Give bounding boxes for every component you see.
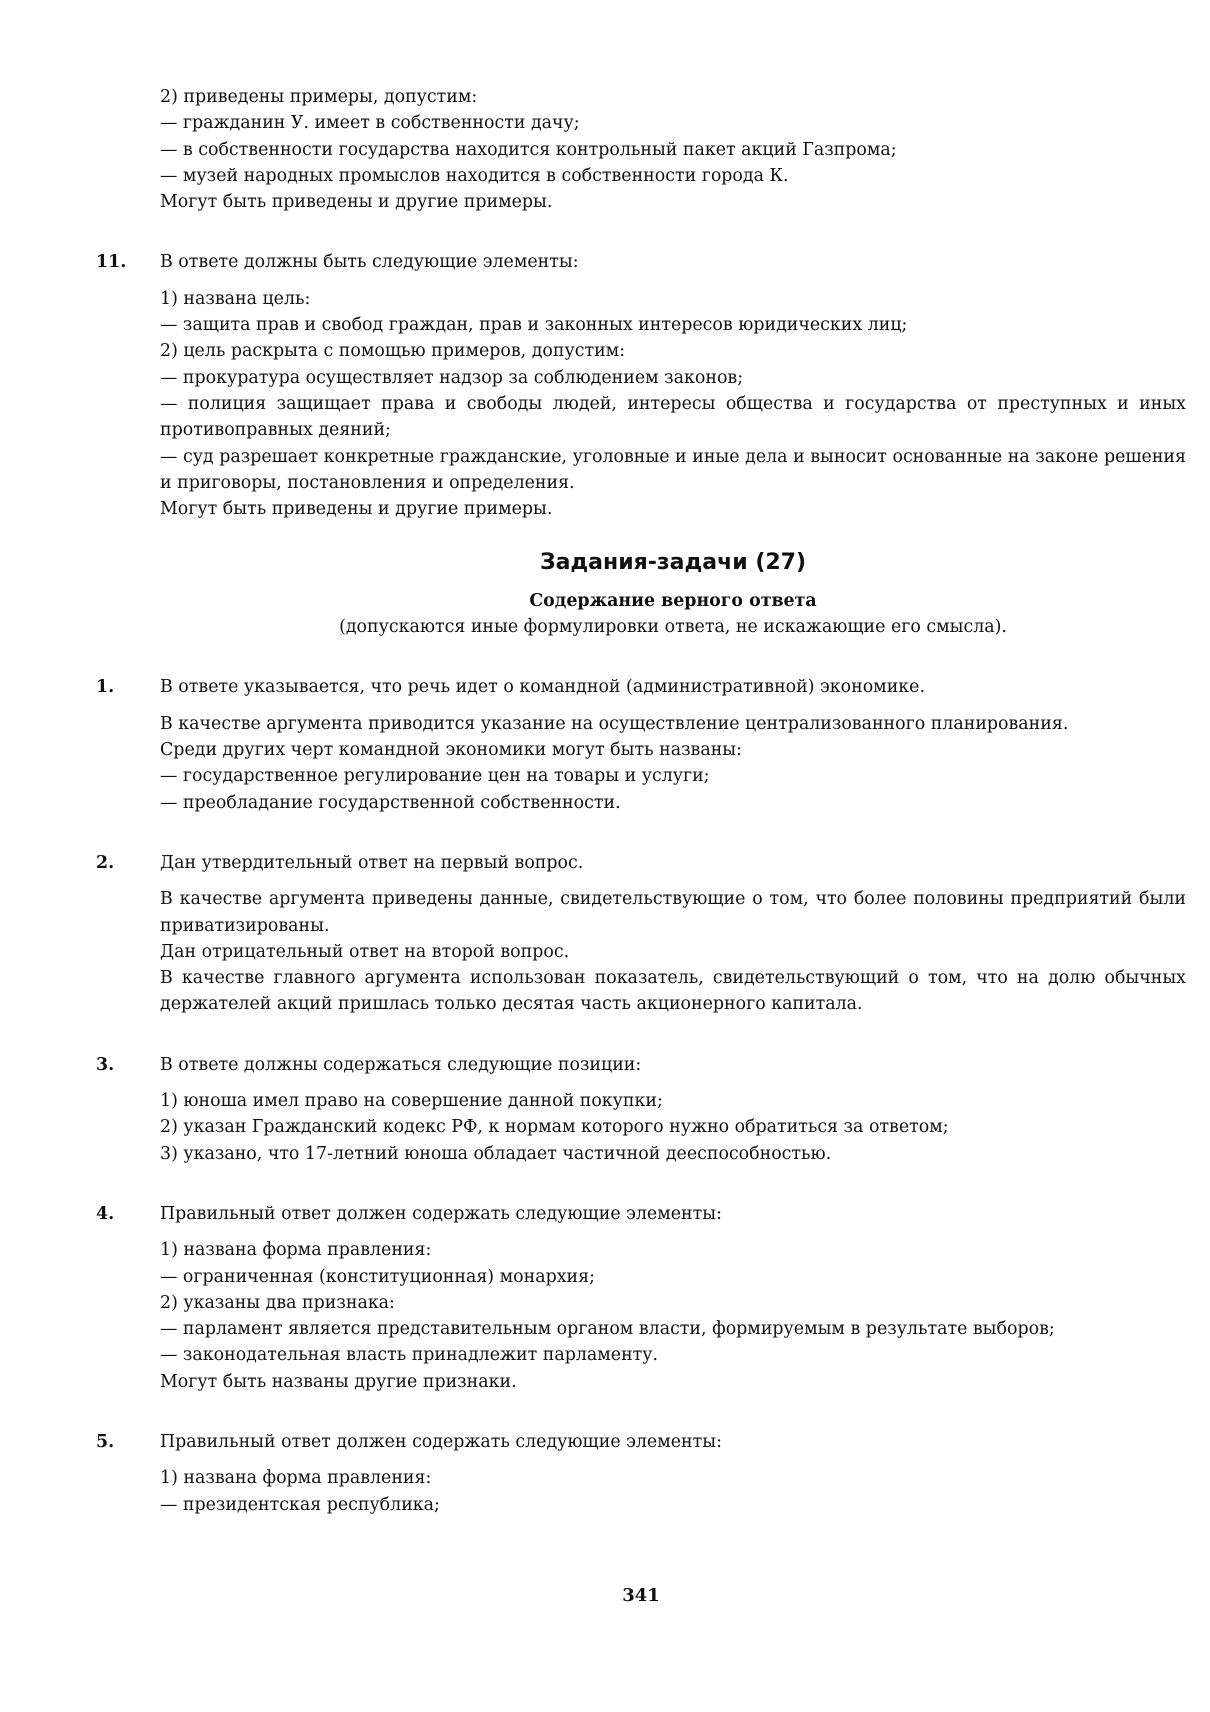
intro-block (0, 84, 1210, 215)
intro-line: — гражданин У. имеет в собственности дачу; (160, 113, 580, 134)
item-line: — полиция защищает права и свободы людей, интересы общества и государства от преступных и иных противоправных деяний; (160, 393, 1186, 441)
section-subtitle: Содержание верного ответа (529, 591, 817, 612)
intro-line: — музей народных промыслов находится в собственности города К. (160, 165, 789, 186)
task-1 (0, 674, 1210, 815)
task-first-line: Правильный ответ должен содержать следующие элементы: (160, 1203, 722, 1224)
item-line: 1) названа цель: (160, 288, 311, 309)
task-line: — парламент является представительным органом власти, формируемым в результате выборов; (160, 1319, 1055, 1340)
page-content (0, 84, 1210, 1518)
task-line: — преобладание государственной собственности. (160, 792, 621, 813)
item-line: Могут быть приведены и другие примеры. (160, 499, 553, 520)
task-first-line: В ответе должны содержаться следующие позиции: (160, 1054, 642, 1075)
task-line: Могут быть названы другие признаки. (160, 1371, 517, 1392)
task-line: Дан отрицательный ответ на второй вопрос. (160, 941, 570, 962)
answer-item-11 (0, 249, 1210, 522)
item-line: — защита прав и свобод граждан, прав и законных интересов юридических лиц; (160, 315, 908, 336)
item-header (0, 249, 1210, 275)
task-line: — ограниченная (конституционная) монархия; (160, 1266, 595, 1287)
task-first-line: Правильный ответ должен содержать следующие элементы: (160, 1431, 722, 1452)
item-line: — прокуратура осуществляет надзор за соблюдением законов; (160, 367, 744, 388)
section-title: Задания-задачи (27) (539, 550, 807, 576)
item-first-line: В ответе должны быть следующие элементы: (160, 252, 579, 273)
task-header (0, 1201, 1210, 1227)
task-first-line: Дан утвердительный ответ на первый вопрос. (160, 852, 584, 873)
task-line: 1) названа форма правления: (160, 1468, 432, 1489)
task-line: В качестве аргумента приведены данные, свидетельствующие о том, что более половины предприятий были приватизированы. (160, 889, 1186, 936)
item-line: 2) цель раскрыта с помощью примеров, допустим: (160, 341, 626, 362)
task-line: 2) указан Гражданский кодекс РФ, к нормам которого нужно обратиться за ответом; (160, 1117, 949, 1138)
task-5 (0, 1429, 1210, 1518)
task-line: В качестве аргумента приводится указание на осуществление централизованного планирования. (160, 713, 1069, 734)
task-line: Среди других черт командной экономики могут быть названы: (160, 740, 743, 761)
intro-line: Могут быть приведены и другие примеры. (160, 192, 553, 213)
task-header (0, 1052, 1210, 1078)
intro-line: — в собственности государства находится контрольный пакет акций Газпрома; (160, 139, 897, 160)
task-4 (0, 1201, 1210, 1395)
task-3 (0, 1052, 1210, 1167)
task-line: 1) юноша имел право на совершение данной покупки; (160, 1091, 663, 1112)
task-number: 4. (96, 1203, 115, 1224)
task-line: 1) названа форма правления: (160, 1240, 432, 1261)
task-header (0, 674, 1210, 700)
item-line: — суд разрешает конкретные гражданские, уголовные и иные дела и выносит основанные на законе решения и приговоры, постановления и определения. (160, 446, 1186, 493)
task-line: 2) указаны два признака: (160, 1292, 395, 1313)
task-number: 5. (96, 1431, 115, 1452)
task-line: 3) указано, что 17-летний юноша обладает частичной дееспособностью. (160, 1143, 832, 1164)
task-number: 3. (96, 1054, 115, 1075)
item-number: 11. (96, 252, 127, 273)
task-line: — законодательная власть принадлежит парламенту. (160, 1345, 659, 1366)
page-number: 341 (622, 1585, 660, 1606)
task-line: — президентская республика; (160, 1494, 440, 1515)
task-header (0, 1429, 1210, 1455)
intro-line: 2) приведены примеры, допустим: (160, 87, 478, 107)
task-line: В качестве главного аргумента использован показатель, свидетельствующий о том, что на долю обычных держателей акций пришлась только десятая часть акционерного капитала. (160, 968, 1186, 1015)
task-number: 2. (96, 852, 115, 873)
task-number: 1. (96, 677, 115, 698)
task-2 (0, 850, 1210, 1018)
section-note: (допускаются иные формулировки ответа, не искажающие его смысла). (339, 617, 1007, 638)
task-header (0, 850, 1210, 876)
task-line: — государственное регулирование цен на товары и услуги; (160, 766, 710, 787)
task-first-line: В ответе указывается, что речь идет о командной (административной) экономике. (160, 677, 925, 698)
